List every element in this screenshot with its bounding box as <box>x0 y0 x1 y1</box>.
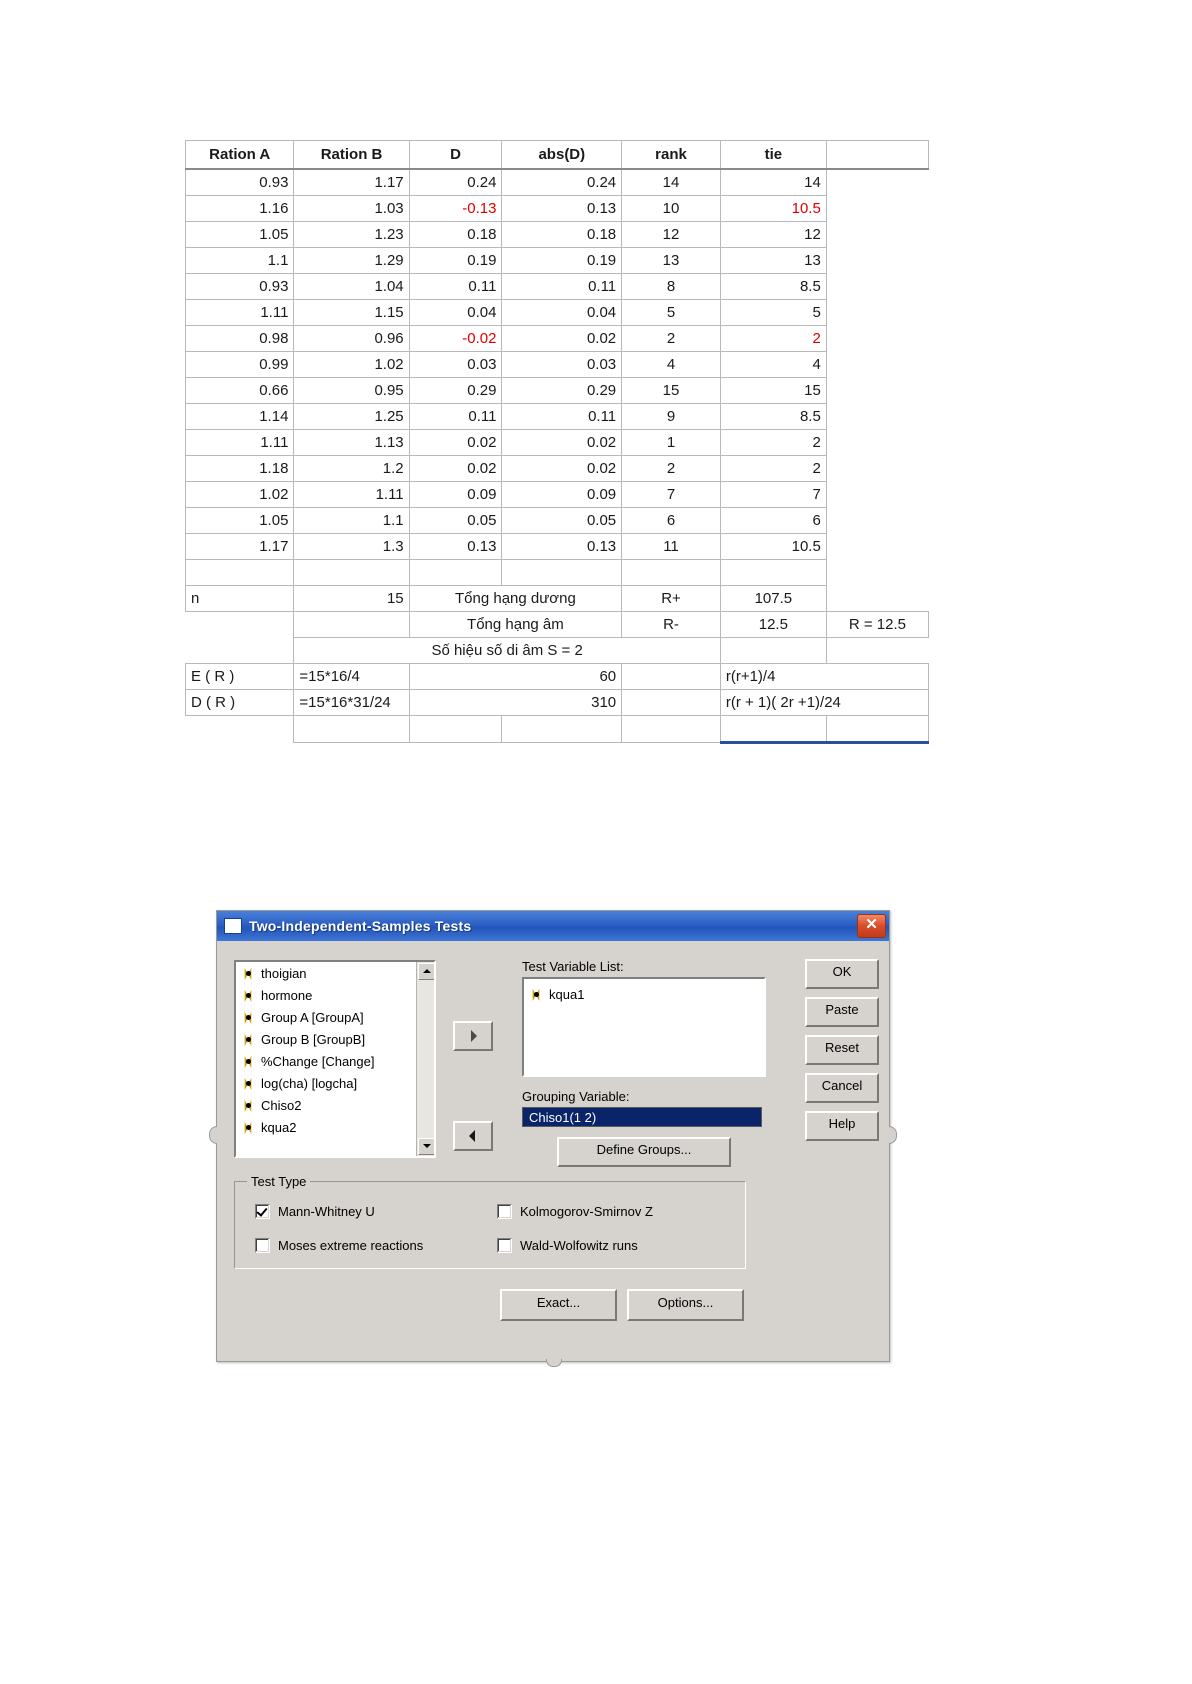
cell-ration-a: 1.05 <box>186 508 294 534</box>
cell-d: 0.03 <box>409 352 502 378</box>
cell-empty <box>826 300 928 326</box>
cell-tie: 10.5 <box>720 534 826 560</box>
dialog-titlebar <box>217 911 889 941</box>
cell-blank <box>622 560 721 586</box>
summary-row-er <box>186 664 929 690</box>
cell-tie: 2 <box>720 326 826 352</box>
cell-rank: 12 <box>622 222 721 248</box>
cell-rminus-value: 12.5 <box>720 612 826 638</box>
cell-ration-b: 1.1 <box>294 508 409 534</box>
variable-label: Group B [GroupB] <box>261 1031 366 1047</box>
cell-blank <box>622 716 721 743</box>
variable-label: thoigian <box>261 965 307 981</box>
table-row <box>186 300 929 326</box>
cell-ration-b: 1.13 <box>294 430 409 456</box>
cell-rplus-symbol: R+ <box>622 586 721 612</box>
cell-ration-a: 1.16 <box>186 196 294 222</box>
cell-abs-d: 0.13 <box>502 534 622 560</box>
cell-empty <box>826 482 928 508</box>
test-variable-list[interactable] <box>522 977 766 1077</box>
cell-tie: 14 <box>720 169 826 196</box>
test-variable-label: kqua1 <box>549 986 585 1002</box>
cell-ration-a: 0.99 <box>186 352 294 378</box>
cell-d: 0.04 <box>409 300 502 326</box>
cell-d: 0.11 <box>409 404 502 430</box>
column-header-d: D <box>409 141 502 170</box>
cell-blank <box>294 560 409 586</box>
spacer-row <box>186 560 929 586</box>
cell-empty <box>826 508 928 534</box>
variable-label: Group A [GroupA] <box>261 1009 364 1025</box>
summary-row-neg <box>186 612 929 638</box>
variable-icon <box>242 990 255 1001</box>
cell-ration-b: 1.17 <box>294 169 409 196</box>
cell-empty <box>826 378 928 404</box>
cell-tie: 7 <box>720 482 826 508</box>
cell-empty <box>826 352 928 378</box>
cell-abs-d: 0.11 <box>502 404 622 430</box>
variable-list-item[interactable] <box>236 1072 434 1094</box>
variable-label: %Change [Change] <box>261 1053 375 1069</box>
cell-blank <box>294 612 409 638</box>
checkbox-mann-whitney-u[interactable] <box>255 1204 375 1219</box>
variable-icon <box>242 1122 255 1133</box>
cell-abs-d: 0.05 <box>502 508 622 534</box>
cell-dr-value: 310 <box>409 690 622 716</box>
checkbox-moses-extreme-reactions[interactable] <box>255 1238 423 1253</box>
checkbox-icon[interactable] <box>497 1204 512 1219</box>
cell-blank <box>826 586 928 612</box>
wilcoxon-worksheet <box>185 140 929 744</box>
ok-button[interactable]: OK <box>805 959 879 989</box>
variable-list-item[interactable] <box>236 1050 434 1072</box>
reset-button[interactable]: Reset <box>805 1035 879 1065</box>
cell-ration-a: 1.05 <box>186 222 294 248</box>
cell-blank <box>502 716 622 743</box>
cell-abs-d: 0.02 <box>502 430 622 456</box>
cell-ration-b: 1.3 <box>294 534 409 560</box>
cell-d: 0.02 <box>409 456 502 482</box>
cell-blank <box>186 716 294 743</box>
cell-empty <box>826 248 928 274</box>
cell-ration-b: 1.03 <box>294 196 409 222</box>
cell-abs-d: 0.18 <box>502 222 622 248</box>
cell-ration-a: 0.93 <box>186 169 294 196</box>
cell-empty <box>826 326 928 352</box>
checkbox-kolmogorov-smirnov-z[interactable] <box>497 1204 653 1219</box>
cell-dr-note: r(r + 1)( 2r +1)/24 <box>720 690 928 716</box>
column-header-ration-a: Ration A <box>186 141 294 170</box>
options-button[interactable]: Options... <box>627 1289 744 1321</box>
checkbox-icon[interactable] <box>255 1238 270 1253</box>
cell-d: -0.02 <box>409 326 502 352</box>
cell-tie: 10.5 <box>720 196 826 222</box>
test-variable-list-label: Test Variable List: <box>522 959 624 974</box>
variable-icon <box>242 1078 255 1089</box>
cell-tie: 4 <box>720 352 826 378</box>
variable-label: kqua2 <box>261 1119 297 1135</box>
cell-abs-d: 0.02 <box>502 456 622 482</box>
cell-ration-b: 1.15 <box>294 300 409 326</box>
cell-rank: 4 <box>622 352 721 378</box>
cell-tie: 8.5 <box>720 404 826 430</box>
variable-label: log(cha) [logcha] <box>261 1075 358 1091</box>
cell-ration-a: 0.66 <box>186 378 294 404</box>
variable-list-item[interactable] <box>236 1116 434 1138</box>
cell-er-label: E ( R ) <box>186 664 294 690</box>
cell-ration-a: 1.14 <box>186 404 294 430</box>
cell-ration-b: 1.29 <box>294 248 409 274</box>
cell-abs-d: 0.19 <box>502 248 622 274</box>
column-header-empty <box>826 141 928 170</box>
dialog-right-ear <box>889 1126 897 1144</box>
dialog-title: Two-Independent-Samples Tests <box>249 918 472 934</box>
table-row <box>186 508 929 534</box>
scroll-up-icon[interactable] <box>418 963 435 980</box>
cell-r-note: R = 12.5 <box>826 612 928 638</box>
summary-row-s <box>186 638 929 664</box>
cell-rminus-symbol: R- <box>622 612 721 638</box>
cell-tie: 13 <box>720 248 826 274</box>
column-header-tie: tie <box>720 141 826 170</box>
cell-rank: 5 <box>622 300 721 326</box>
cell-rank: 9 <box>622 404 721 430</box>
variable-icon <box>530 989 543 1000</box>
cell-rank: 2 <box>622 456 721 482</box>
cell-rank: 1 <box>622 430 721 456</box>
two-independent-samples-tests-dialog <box>216 910 890 1362</box>
grouping-variable-label: Grouping Variable: <box>522 1089 630 1104</box>
variable-icon <box>242 1100 255 1111</box>
cell-tie: 2 <box>720 430 826 456</box>
grouping-variable-field[interactable]: Chiso1(1 2) <box>522 1107 762 1127</box>
checkbox-label: Moses extreme reactions <box>278 1238 424 1253</box>
variable-list-item[interactable] <box>236 1006 434 1028</box>
cell-abs-d: 0.13 <box>502 196 622 222</box>
cell-blank <box>826 716 928 743</box>
cell-empty <box>826 456 928 482</box>
cell-rank: 13 <box>622 248 721 274</box>
checkbox-icon[interactable] <box>255 1204 270 1219</box>
source-variable-list[interactable] <box>234 960 436 1158</box>
arrow-left-icon <box>463 1130 475 1142</box>
test-type-group <box>234 1174 746 1269</box>
cell-abs-d: 0.09 <box>502 482 622 508</box>
cell-empty <box>826 196 928 222</box>
cell-rank: 2 <box>622 326 721 352</box>
table-row <box>186 352 929 378</box>
cell-blank <box>622 664 721 690</box>
cell-rank: 7 <box>622 482 721 508</box>
cell-ration-b: 0.95 <box>294 378 409 404</box>
cell-d: 0.19 <box>409 248 502 274</box>
cell-blank <box>186 560 294 586</box>
define-groups-button[interactable]: Define Groups... <box>557 1137 731 1167</box>
test-variable-item[interactable] <box>524 983 764 1005</box>
cell-ration-a: 1.11 <box>186 430 294 456</box>
cell-empty <box>826 404 928 430</box>
cell-er-formula: =15*16/4 <box>294 664 409 690</box>
table-row <box>186 248 929 274</box>
cell-blank <box>294 716 409 743</box>
table-row <box>186 430 929 456</box>
table-row <box>186 482 929 508</box>
move-to-test-variable-button[interactable] <box>453 1021 493 1051</box>
table-row <box>186 404 929 430</box>
cell-tie: 8.5 <box>720 274 826 300</box>
cell-blank <box>826 638 928 664</box>
table-header-row <box>186 141 929 170</box>
cell-ration-a: 0.93 <box>186 274 294 300</box>
cell-abs-d: 0.11 <box>502 274 622 300</box>
cell-ration-b: 1.2 <box>294 456 409 482</box>
cell-ration-a: 1.02 <box>186 482 294 508</box>
table-row <box>186 456 929 482</box>
cell-ration-a: 1.11 <box>186 300 294 326</box>
cell-blank <box>186 638 294 664</box>
window-icon <box>224 918 242 934</box>
scroll-down-icon[interactable] <box>418 1138 435 1155</box>
cell-rank: 14 <box>622 169 721 196</box>
cell-ration-a: 0.98 <box>186 326 294 352</box>
cell-blank <box>409 716 502 743</box>
cell-rank: 8 <box>622 274 721 300</box>
column-header-absd: abs(D) <box>502 141 622 170</box>
cell-blank <box>720 560 826 586</box>
cell-blank <box>502 560 622 586</box>
table-row <box>186 169 929 196</box>
move-to-grouping-variable-button[interactable] <box>453 1121 493 1151</box>
variable-icon <box>242 968 255 979</box>
table-row <box>186 196 929 222</box>
cell-tie: 5 <box>720 300 826 326</box>
cell-n-label: n <box>186 586 294 612</box>
cell-tie: 15 <box>720 378 826 404</box>
arrow-right-icon <box>471 1030 483 1042</box>
cell-d: 0.18 <box>409 222 502 248</box>
checkbox-wald-wolfowitz-runs[interactable] <box>497 1238 638 1253</box>
cell-dr-label: D ( R ) <box>186 690 294 716</box>
summary-row-footer <box>186 716 929 743</box>
variable-label: Chiso2 <box>261 1097 302 1113</box>
cell-ration-a: 1.17 <box>186 534 294 560</box>
dialog-left-ear <box>209 1126 217 1144</box>
variable-list-item[interactable] <box>236 1094 434 1116</box>
cell-ration-b: 1.11 <box>294 482 409 508</box>
cell-d: 0.13 <box>409 534 502 560</box>
cell-empty <box>826 430 928 456</box>
cell-d: 0.02 <box>409 430 502 456</box>
variable-icon <box>242 1034 255 1045</box>
dialog-body <box>217 941 889 1361</box>
cell-blank <box>720 716 826 743</box>
cell-abs-d: 0.03 <box>502 352 622 378</box>
checkbox-label: Kolmogorov-Smirnov Z <box>520 1204 653 1219</box>
table-row <box>186 326 929 352</box>
cell-abs-d: 0.04 <box>502 300 622 326</box>
cell-blank <box>409 560 502 586</box>
cell-abs-d: 0.24 <box>502 169 622 196</box>
variable-list-item[interactable] <box>236 984 434 1006</box>
cell-ration-b: 1.25 <box>294 404 409 430</box>
cell-blank <box>186 612 294 638</box>
table-row <box>186 534 929 560</box>
cell-ration-a: 1.18 <box>186 456 294 482</box>
cell-n-value: 15 <box>294 586 409 612</box>
table-row <box>186 378 929 404</box>
variable-label: hormone <box>261 987 313 1003</box>
column-header-ration-b: Ration B <box>294 141 409 170</box>
dialog-bottom-nub <box>546 1359 562 1367</box>
column-header-rank: rank <box>622 141 721 170</box>
table-row <box>186 222 929 248</box>
checkbox-label: Mann-Whitney U <box>278 1204 375 1219</box>
variable-icon <box>242 1012 255 1023</box>
cell-dr-formula: =15*16*31/24 <box>294 690 409 716</box>
variable-list-scrollbar[interactable] <box>416 962 434 1156</box>
cell-d: 0.11 <box>409 274 502 300</box>
variable-list-item[interactable] <box>236 1028 434 1050</box>
cell-rank: 6 <box>622 508 721 534</box>
cell-d: 0.09 <box>409 482 502 508</box>
cell-blank <box>720 638 826 664</box>
cell-tie: 2 <box>720 456 826 482</box>
cell-er-value: 60 <box>409 664 622 690</box>
cancel-button[interactable]: Cancel <box>805 1073 879 1103</box>
cell-ration-b: 1.23 <box>294 222 409 248</box>
cell-empty <box>826 169 928 196</box>
cell-tie: 12 <box>720 222 826 248</box>
cell-positive-rank-label: Tổng hạng dương <box>409 586 622 612</box>
cell-s-label: Số hiệu số di âm S = 2 <box>294 638 720 664</box>
cell-empty <box>826 274 928 300</box>
cell-tie: 6 <box>720 508 826 534</box>
cell-rplus-value: 107.5 <box>720 586 826 612</box>
cell-negative-rank-label: Tổng hạng âm <box>409 612 622 638</box>
cell-d: -0.13 <box>409 196 502 222</box>
summary-row-dr <box>186 690 929 716</box>
cell-d: 0.05 <box>409 508 502 534</box>
test-type-legend: Test Type <box>247 1174 310 1189</box>
checkbox-icon[interactable] <box>497 1238 512 1253</box>
paste-button[interactable]: Paste <box>805 997 879 1027</box>
cell-er-note: r(r+1)/4 <box>720 664 928 690</box>
cell-ration-b: 0.96 <box>294 326 409 352</box>
cell-abs-d: 0.02 <box>502 326 622 352</box>
cell-blank <box>622 690 721 716</box>
cell-rank: 10 <box>622 196 721 222</box>
variable-list-item[interactable] <box>236 962 434 984</box>
cell-rank: 15 <box>622 378 721 404</box>
close-icon[interactable]: ✕ <box>857 914 886 938</box>
cell-abs-d: 0.29 <box>502 378 622 404</box>
cell-empty <box>826 222 928 248</box>
cell-d: 0.29 <box>409 378 502 404</box>
cell-d: 0.24 <box>409 169 502 196</box>
variable-icon <box>242 1056 255 1067</box>
summary-row-n <box>186 586 929 612</box>
cell-rank: 11 <box>622 534 721 560</box>
table-row <box>186 274 929 300</box>
cell-empty <box>826 534 928 560</box>
cell-ration-b: 1.04 <box>294 274 409 300</box>
help-button[interactable]: Help <box>805 1111 879 1141</box>
cell-blank <box>826 560 928 586</box>
exact-button[interactable]: Exact... <box>500 1289 617 1321</box>
cell-ration-a: 1.1 <box>186 248 294 274</box>
checkbox-label: Wald-Wolfowitz runs <box>520 1238 638 1253</box>
cell-ration-b: 1.02 <box>294 352 409 378</box>
